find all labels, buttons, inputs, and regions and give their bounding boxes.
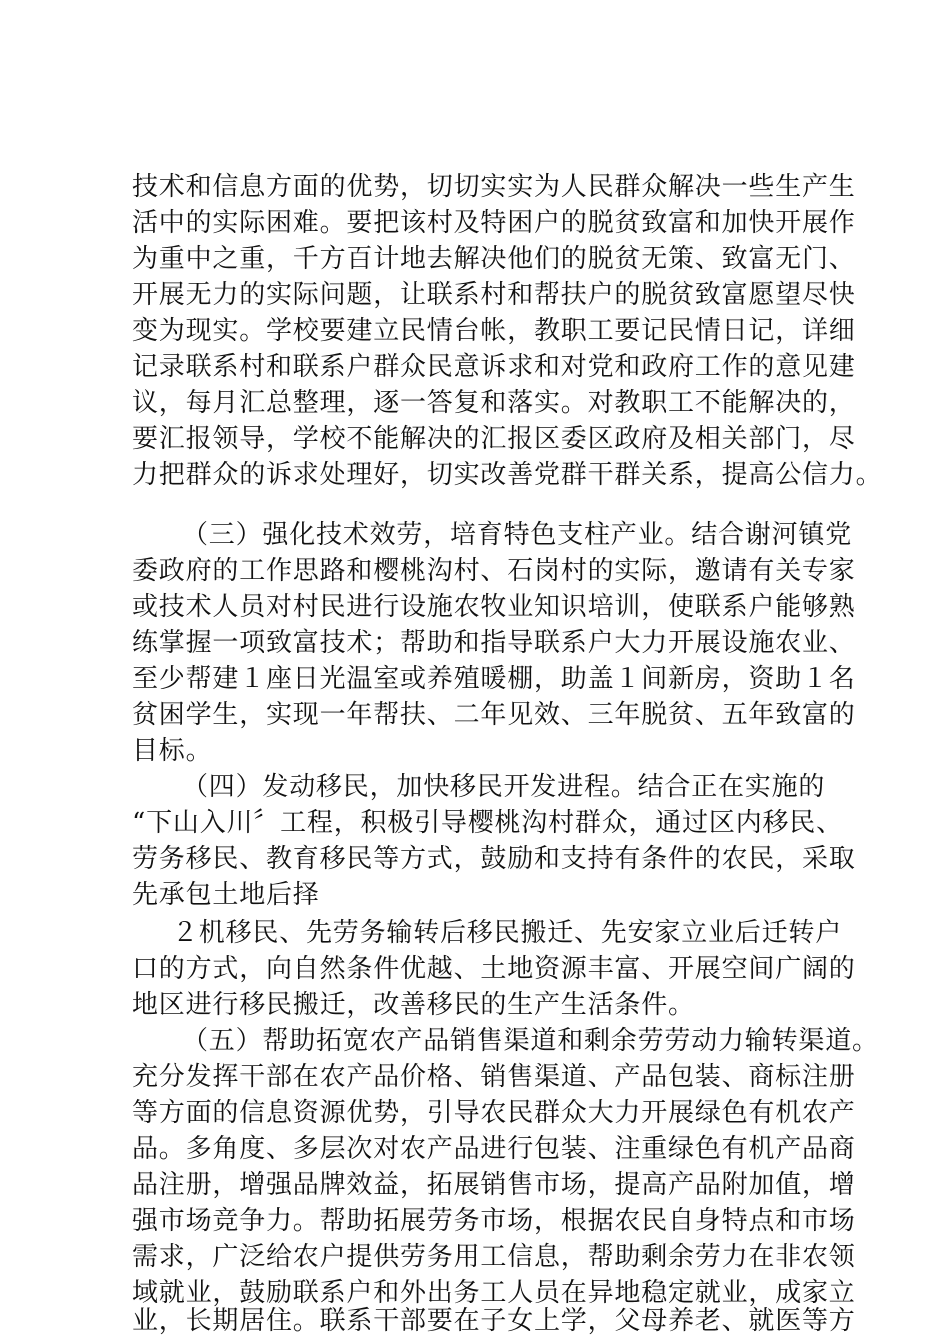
text-line: 域就业，鼓励联系户和外出务工人员在异地稳定就业，成家立 [132, 1278, 856, 1308]
text-line: 变为现实。学校要建立民情台帐，教职工要记民情日记，详细 [132, 316, 856, 346]
text-line: 需求，广泛给农户提供劳务用工信息，帮助剩余劳力在非农领 [132, 1242, 856, 1272]
text-line: 要汇报领导，学校不能解决的汇报区委区政府及相关部门，尽 [132, 424, 856, 454]
text-line: 品。多角度、多层次对农产品进行包装、注重绿色有机产品商 [132, 1134, 856, 1164]
paragraph-heading: （四）发动移民，加快移民开发进程。结合正在实施的 [182, 772, 826, 802]
text-line: ２机移民、先劳务输转后移民搬迁、先安家立业后迁转户 [172, 918, 843, 948]
text-line: 力把群众的诉求处理好，切实改善党群干群关系，提高公信力。 [132, 460, 883, 490]
text-line: “下山入川〞工程，积极引导樱桃沟村群众，通过区内移民、 [132, 808, 843, 838]
text-line: 口的方式，向自然条件优越、土地资源丰富、开展空间广阔的 [132, 954, 856, 984]
text-line: 记录联系村和联系户群众民意诉求和对党和政府工作的意见建 [132, 352, 856, 382]
text-line: 议，每月汇总整理，逐一答复和落实。对教职工不能解决的， [132, 388, 856, 418]
text-line: 至少帮建１座日光温室或养殖暖棚，助盖１间新房，资助１名 [132, 664, 856, 694]
text-line: 委政府的工作思路和樱桃沟村、石岗村的实际，邀请有关专家 [132, 556, 856, 586]
text-line: 目标。 [132, 736, 213, 766]
text-line: 或技术人员对村民进行设施农牧业知识培训，使联系户能够熟 [132, 592, 856, 622]
text-line: 练掌握一项致富技术；帮助和指导联系户大力开展设施农业、 [132, 628, 856, 658]
text-line: 先承包土地后择 [132, 880, 320, 910]
paragraph-heading: （三）强化技术效劳，培育特色支柱产业。结合谢河镇党 [182, 520, 853, 550]
text-line: 为重中之重，千方百计地去解决他们的脱贫无策、致富无门、 [132, 244, 856, 274]
text-line: 充分发挥干部在农产品价格、销售渠道、产品包装、商标注册 [132, 1062, 856, 1092]
text-line: 业，长期居住。联系干部要在子女上学，父母养老、就医等方 [132, 1306, 856, 1336]
paragraph-heading: （五）帮助拓宽农产品销售渠道和剩余劳劳动力输转渠道。 [182, 1026, 879, 1056]
text-line: 活中的实际困难。要把该村及特困户的脱贫致富和加快开展作 [132, 208, 856, 238]
text-line: 开展无力的实际问题，让联系村和帮扶户的脱贫致富愿望尽快 [132, 280, 856, 310]
text-line: 品注册，增强品牌效益，拓展销售市场，提高产品附加值，增 [132, 1170, 856, 1200]
text-line: 技术和信息方面的优势，切切实实为人民群众解决一些生产生 [132, 172, 856, 202]
text-line: 贫困学生，实现一年帮扶、二年见效、三年脱贫、五年致富的 [132, 700, 856, 730]
text-line: 强市场竞争力。帮助拓展劳务市场，根据农民自身特点和市场 [132, 1206, 856, 1236]
text-line: 地区进行移民搬迁，改善移民的生产生活条件。 [132, 990, 695, 1020]
text-line: 劳务移民、教育移民等方式，鼓励和支持有条件的农民，采取 [132, 844, 856, 874]
text-line: 等方面的信息资源优势，引导农民群众大力开展绿色有机农产 [132, 1098, 856, 1128]
